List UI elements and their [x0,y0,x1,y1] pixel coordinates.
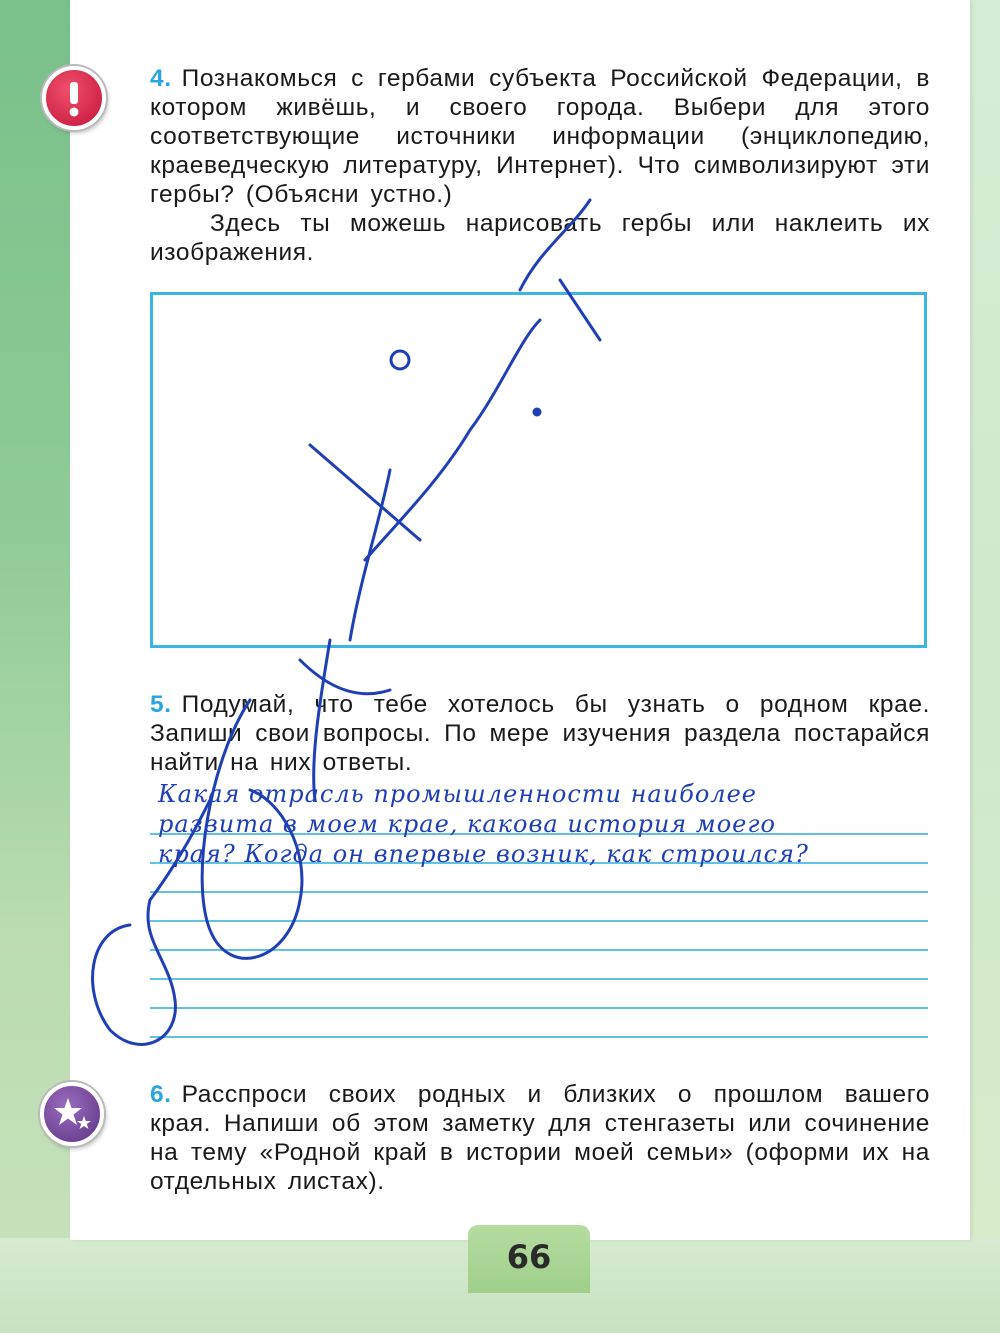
writing-line[interactable] [150,864,928,893]
task-5-number: 5. [150,691,172,718]
handwritten-answer-line: развита в моем крае, какова история моего [158,810,776,838]
handwritten-answer-line: края? Когда он впервые возник, как строился? [158,840,809,868]
page-number: 66 [506,1238,552,1276]
task-4-note: Здесь ты можешь нарисовать гербы или наклеить их изображения. [150,210,930,266]
drawing-area[interactable] [150,292,927,648]
writing-line[interactable] [150,951,928,980]
exclamation-icon [42,66,106,130]
task-5-text: Подумай, что тебе хотелось бы узнать о родном крае. Запиши свои вопросы. По мере изучения раздела постарайся найти на них ответы. [150,691,930,776]
task-6-number: 6. [150,1081,172,1108]
writing-line[interactable] [150,893,928,922]
writing-line[interactable] [150,1009,928,1038]
writing-line[interactable] [150,980,928,1009]
task-5 [150,690,930,777]
task-4-text: Познакомься с гербами субъекта Российской Федерации, в котором живёшь, и своего города. Выбери для этого соответствующие источники информации (энциклопедию, краеведческую литературу, Интернет). Что символизируют эти гербы? (Объясни устно.) [150,65,930,208]
stars-icon [40,1082,104,1146]
task-6-text: Расспроси своих родных и близких о прошлом вашего края. Напиши об этом заметку для стенгазеты или сочинение на тему «Родной край в истории моей семьи» (оформи их на отдельных листах). [150,1081,930,1195]
handwritten-answer-line: Какая отрасль промышленности наиболее [158,780,757,808]
task-4 [150,64,930,267]
writing-line[interactable] [150,922,928,951]
task-4-number: 4. [150,65,172,92]
task-6 [150,1080,930,1196]
